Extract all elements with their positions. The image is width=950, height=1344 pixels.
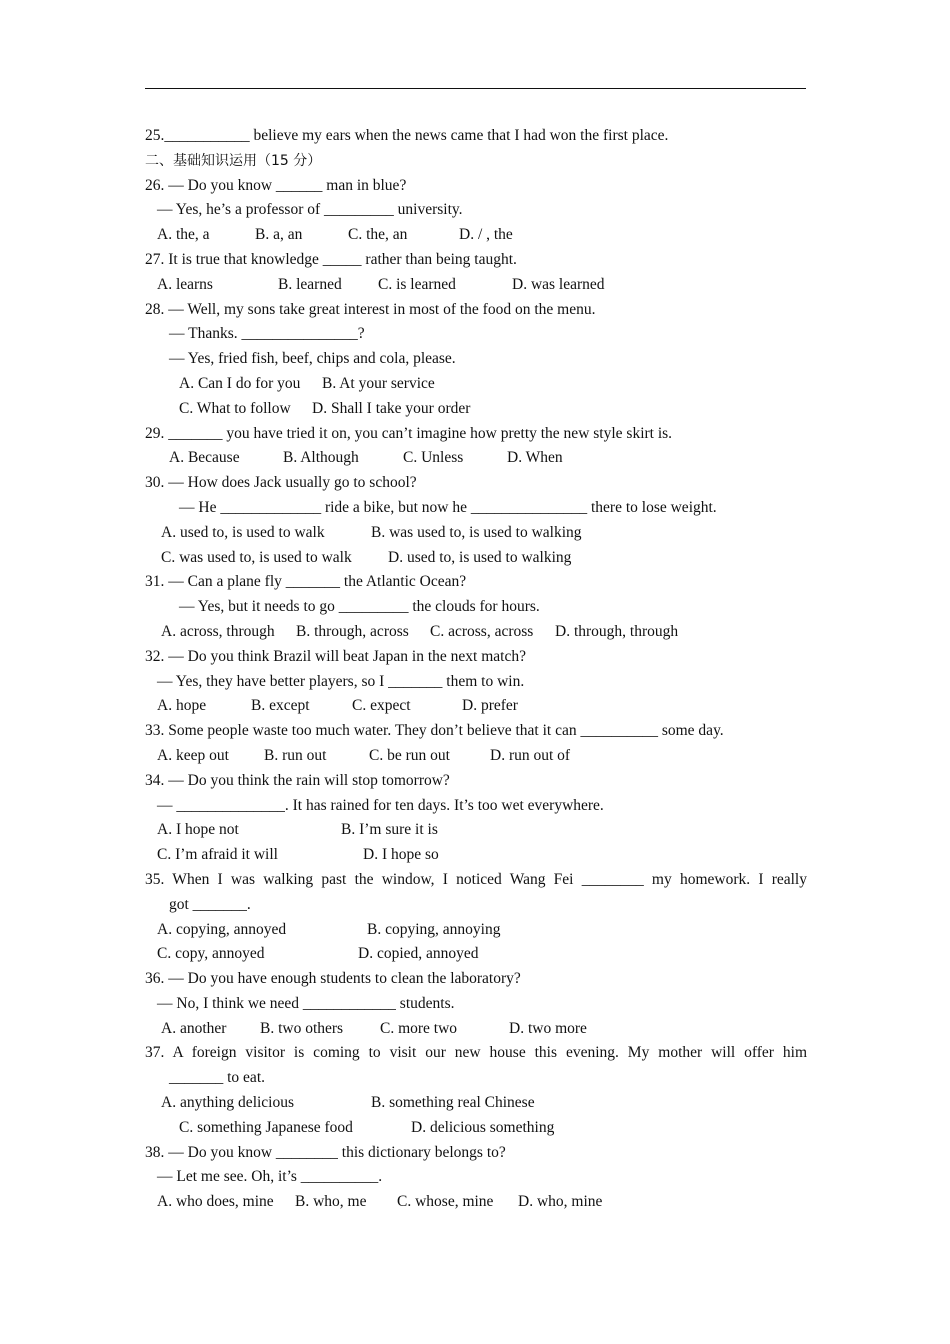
option-c[interactable]: C. is learned [378,275,456,293]
question-29-options [145,446,807,471]
option-d[interactable]: D. prefer [462,697,518,715]
option-c[interactable]: C. expect [352,697,411,715]
option-d[interactable]: D. two more [509,1019,587,1037]
question-28-reply-2: — Yes, fried fish, beef, chips and cola, please. [169,350,456,368]
option-a[interactable]: A. across, through [161,622,275,640]
option-a[interactable]: A. the, a [157,226,210,244]
option-a[interactable]: A. another [161,1019,227,1037]
question-34: 34. — Do you think the rain will stop tomorrow? [145,771,450,789]
question-35-continued: got _______. [169,895,251,913]
option-d[interactable]: D. delicious something [411,1118,555,1136]
option-d[interactable]: D. was learned [512,275,605,293]
question-28: 28. — Well, my sons take great interest in most of the food on the menu. [145,300,596,318]
option-d[interactable]: D. used to, is used to walking [388,548,572,566]
option-a[interactable]: A. copying, annoyed [157,920,287,938]
option-b[interactable]: B. At your service [322,374,435,392]
question-35: 35. When I was walking past the window, I noticed Wang Fei ________ my homework. I really [145,870,807,888]
option-d[interactable]: D. When [507,449,563,467]
question-28-options-row1 [145,372,807,397]
question-34-options-row2 [145,843,807,868]
question-list [145,124,807,1215]
question-26: 26. — Do you know ______ man in blue? [145,176,407,194]
question-27-options [145,273,807,298]
question-31-options [145,620,807,645]
question-33-options [145,744,807,769]
question-37-options-row2 [145,1116,807,1141]
option-d[interactable]: D. run out of [490,746,571,764]
option-a[interactable]: A. used to, is used to walk [161,523,325,541]
question-30: 30. — How does Jack usually go to school? [145,474,417,492]
question-35-options-row1 [145,918,807,943]
question-30-options-row2 [145,546,807,571]
header-rule [145,88,806,89]
option-d[interactable]: D. who, mine [518,1193,603,1211]
question-36-options [145,1017,807,1042]
option-c[interactable]: C. What to follow [179,399,291,417]
option-b[interactable]: B. who, me [295,1193,367,1211]
option-b[interactable]: B. I’m sure it is [341,821,438,839]
question-38-options [145,1190,807,1215]
option-d[interactable]: D. Shall I take your order [312,399,471,417]
option-d[interactable]: D. through, through [555,622,679,640]
option-c[interactable]: C. Unless [403,449,464,467]
option-b[interactable]: B. Although [283,449,359,467]
option-c[interactable]: C. the, an [348,226,408,244]
option-a[interactable]: A. learns [157,275,213,293]
option-b[interactable]: B. a, an [255,226,303,244]
option-a[interactable]: A. hope [157,697,207,715]
question-38-reply: — Let me see. Oh, it’s __________. [157,1168,383,1186]
option-b[interactable]: B. except [251,697,310,715]
option-a[interactable]: A. who does, mine [157,1193,274,1211]
question-34-options-row1 [145,818,807,843]
option-d[interactable]: D. copied, annoyed [358,945,479,963]
option-b[interactable]: B. two others [260,1019,344,1037]
question-32: 32. — Do you think Brazil will beat Japan in the next match? [145,647,526,665]
option-c[interactable]: C. whose, mine [397,1193,494,1211]
question-25: 25.___________ believe my ears when the news came that I had won the first place. [145,127,669,144]
option-c[interactable]: C. more two [380,1019,458,1037]
question-37-continued: _______ to eat. [169,1069,265,1087]
question-37-options-row1 [145,1091,807,1116]
question-27: 27. It is true that knowledge _____ rather than being taught. [145,250,517,268]
question-28-reply: — Thanks. _______________? [169,325,365,343]
option-c[interactable]: C. copy, annoyed [157,945,265,963]
option-a[interactable]: A. Can I do for you [179,374,301,392]
question-36: 36. — Do you have enough students to clean the laboratory? [145,970,521,988]
question-38: 38. — Do you know ________ this dictionary belongs to? [145,1143,506,1161]
option-c[interactable]: C. something Japanese food [179,1118,353,1136]
question-29: 29. _______ you have tried it on, you can’t imagine how pretty the new style skirt is. [145,424,673,442]
question-37: 37. A foreign visitor is coming to visit our new house this evening. My mother will offer him [145,1044,807,1062]
option-a[interactable]: A. I hope not [157,821,239,839]
question-33: 33. Some people waste too much water. They don’t believe that it can __________ some day. [145,722,724,740]
option-d[interactable]: D. I hope so [363,846,439,864]
option-b[interactable]: B. learned [278,275,342,293]
question-26-reply: — Yes, he’s a professor of _________ university. [157,201,463,219]
question-34-reply: — ______________. It has rained for ten days. It’s too wet everywhere. [157,796,604,814]
option-b[interactable]: B. was used to, is used to walking [371,523,582,541]
option-b[interactable]: B. copying, annoying [367,920,501,938]
question-32-options [145,694,807,719]
option-a[interactable]: A. keep out [157,746,229,764]
question-32-reply: — Yes, they have better players, so I _______ them to win. [157,672,525,690]
question-36-reply: — No, I think we need ____________ students. [157,994,455,1012]
question-28-options-row2 [145,397,807,422]
question-31-reply: — Yes, but it needs to go _________ the clouds for hours. [179,598,540,616]
option-b[interactable]: B. run out [264,746,327,764]
section-title: 二、基础知识运用（15 分） [145,152,322,169]
question-30-options-row1 [145,521,807,546]
option-a[interactable]: A. Because [169,449,240,467]
question-30-reply: — He _____________ ride a bike, but now he _______________ there to lose weight. [179,498,717,516]
option-a[interactable]: A. anything delicious [161,1094,295,1112]
option-c[interactable]: C. I’m afraid it will [157,846,278,864]
question-31: 31. — Can a plane fly _______ the Atlantic Ocean? [145,573,467,591]
option-d[interactable]: D. / , the [459,226,513,244]
option-b[interactable]: B. something real Chinese [371,1094,535,1112]
option-c[interactable]: C. was used to, is used to walk [161,548,352,566]
option-b[interactable]: B. through, across [296,622,409,640]
option-c[interactable]: C. across, across [430,622,534,640]
option-c[interactable]: C. be run out [369,746,450,764]
question-35-options-row2 [145,942,807,967]
question-26-options [145,223,807,248]
